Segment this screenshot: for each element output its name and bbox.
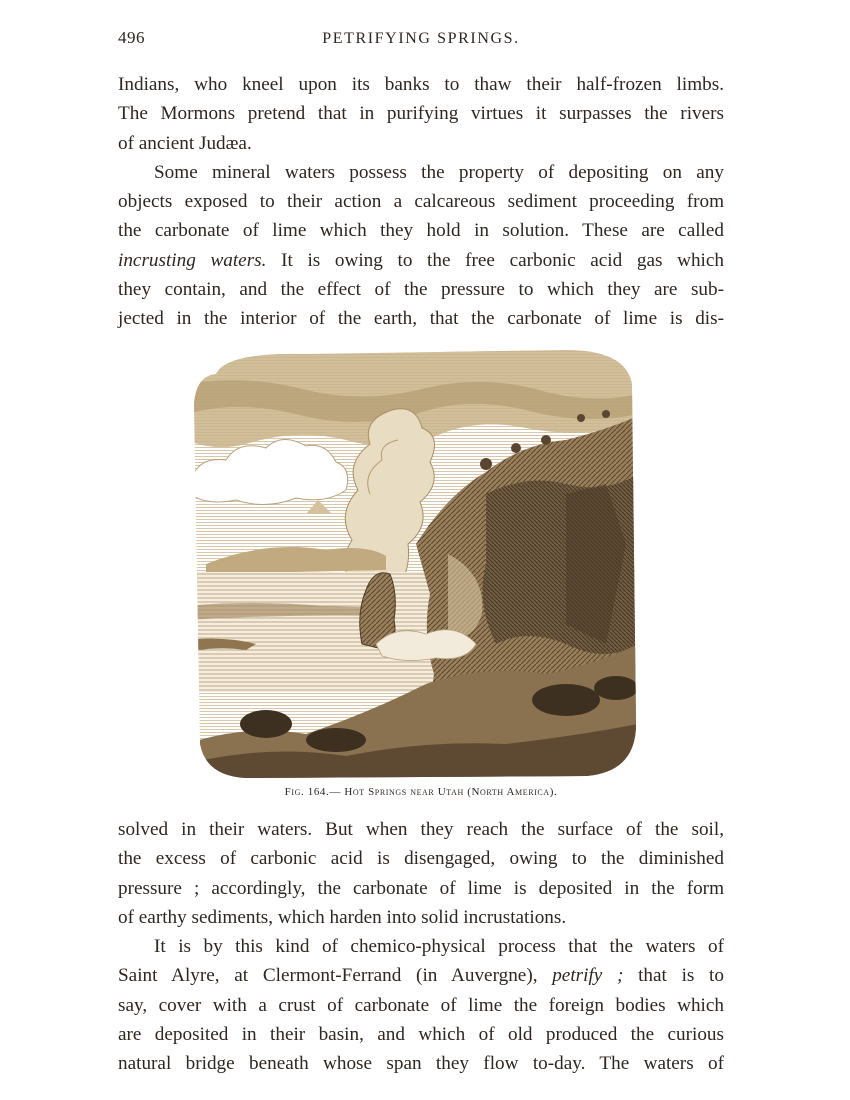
- text-line: the carbonate of lime which they hold in solution. These are called: [118, 220, 724, 242]
- text-fragment: that is to: [623, 965, 724, 987]
- text-line: solved in their waters. But when they reach the surface of the soil,: [118, 819, 724, 840]
- text-fragment: It is owing to the free carbonic acid gas which: [266, 249, 724, 271]
- text-line: It is by this kind of chemico-physical process that the waters of: [154, 936, 724, 958]
- top-text-block: [118, 70, 724, 334]
- text-line: The Mormons pretend that in purifying virtues it surpasses the rivers: [118, 103, 724, 125]
- text-line: objects exposed to their action a calcareous sediment proceeding from: [118, 191, 724, 213]
- text-line: natural bridge beneath whose span they flow to-day. The waters of: [118, 1053, 724, 1075]
- text-line: of ancient Judæa.: [118, 132, 252, 154]
- text-line: the excess of carbonic acid is disengaged, owing to the diminished: [118, 848, 724, 870]
- text-line: of earthy sediments, which harden into solid incrustations.: [118, 906, 567, 928]
- running-head: PETRIFYING SPRINGS.: [322, 30, 520, 47]
- text-line: jected in the interior of the earth, that the carbonate of lime is dis-: [118, 308, 724, 330]
- text-line: are deposited in their basin, and which of old produced the curious: [118, 1024, 724, 1046]
- text-line: pressure ; accordingly, the carbonate of lime is deposited in the form: [118, 877, 724, 899]
- text-line-mixed: [118, 961, 724, 990]
- text-fragment: Saint Alyre, at Clermont-Ferrand (in Auvergne),: [118, 965, 553, 987]
- engraving-illustration: [186, 344, 638, 780]
- italic-term: incrusting waters.: [118, 249, 267, 271]
- text-line-mixed: [118, 246, 724, 275]
- italic-term: petrify ;: [552, 965, 624, 987]
- text-line: they contain, and the effect of the pressure to which they are sub-: [118, 279, 724, 301]
- text-line: Some mineral waters possess the property of depositing on any: [154, 161, 724, 183]
- hot-springs-engraving: [186, 344, 638, 780]
- figure-caption: Fig. 164.— Hot Springs near Utah (North America).: [284, 786, 558, 798]
- page-number: 496: [118, 28, 145, 47]
- text-line: say, cover with a crust of carbonate of lime the foreign bodies which: [118, 994, 724, 1016]
- text-line: Indians, who kneel upon its banks to thaw their half-frozen limbs.: [118, 74, 724, 95]
- bottom-text-block: [118, 815, 724, 1079]
- page-header: [118, 24, 724, 52]
